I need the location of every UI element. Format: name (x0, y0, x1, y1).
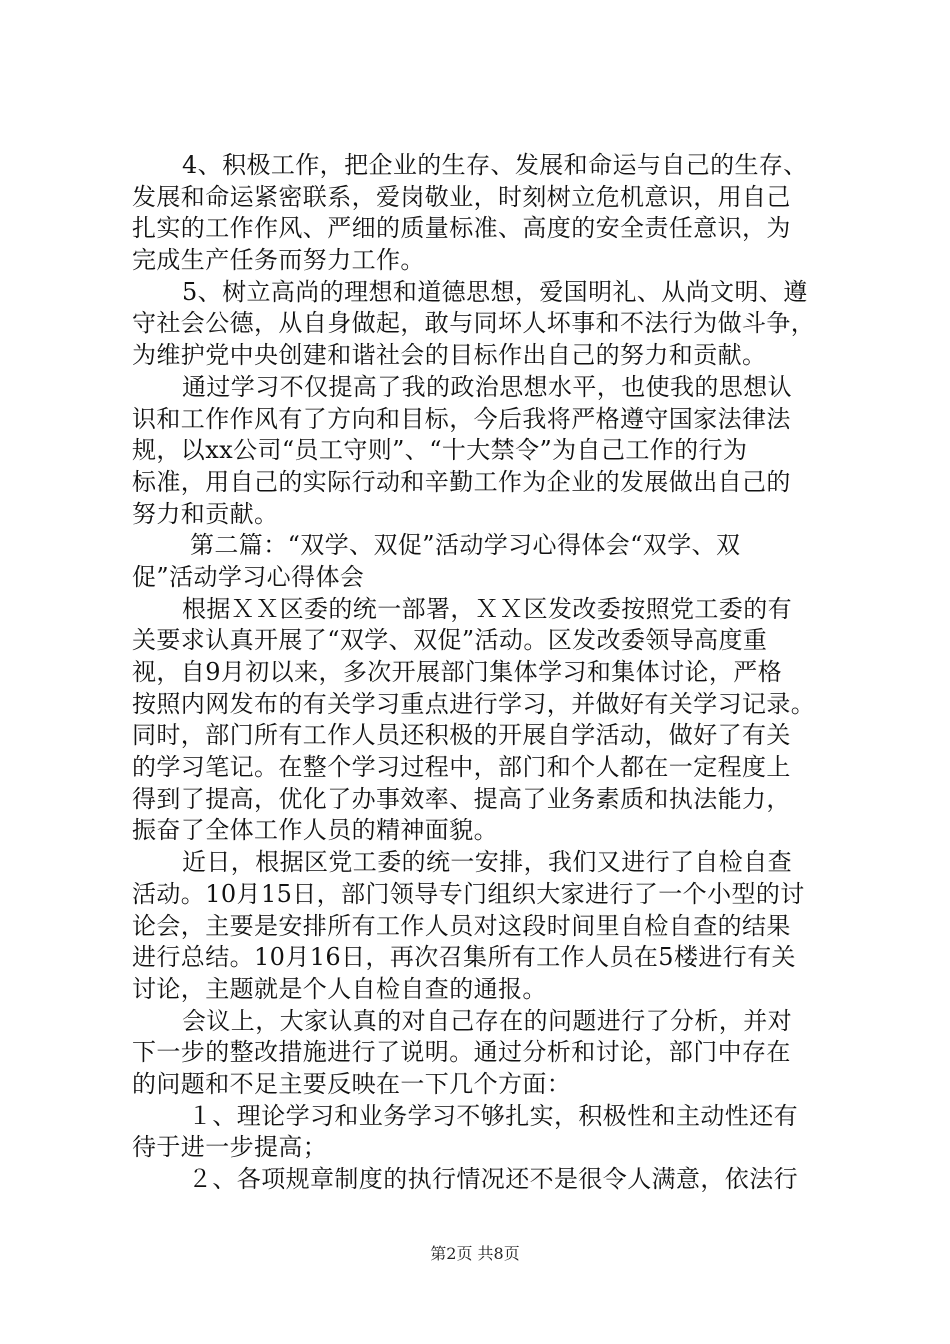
paragraph-line: 规，以xx公司“员工守则”、“十大禁令”为自己工作的行为 (132, 436, 748, 465)
paragraph-line: 标准，用自己的实际行动和辛勤工作为企业的发展做出自己的 (132, 467, 791, 496)
paragraph-line: 关要求认真开展了“双学、双促”活动。区发改委领导高度重 (132, 626, 768, 655)
list-item-line: 待于进一步提高； (132, 1133, 328, 1162)
paragraph-line: 同时，部门所有工作人员还积极的开展自学活动，做好了有关 (132, 721, 791, 750)
paragraph-line: 的问题和不足主要反映在一下几个方面： (132, 1069, 572, 1098)
paragraph-line: 论会，主要是安排所有工作人员对这段时间里自检自查的结果 (132, 911, 791, 940)
section-heading: 第二篇：“双学、双促”活动学习心得体会“双学、双 (190, 531, 741, 560)
page-number-footer: 第2页 共8页 (430, 1244, 520, 1263)
paragraph-line: 守社会公德，从自身做起，敢与同坏人坏事和不法行为做斗争， (132, 309, 816, 338)
paragraph-line: 会议上，大家认真的对自己存在的问题进行了分析，并对 (182, 1006, 792, 1035)
paragraph-line: 得到了提高，优化了办事效率、提高了业务素质和执法能力， (132, 784, 791, 813)
paragraph-line: 近日，根据区党工委的统一安排，我们又进行了自检自查 (182, 848, 792, 877)
section-heading: 促”活动学习心得体会 (132, 562, 365, 591)
paragraph-line: 通过学习不仅提高了我的政治思想水平，也使我的思想认 (182, 372, 792, 401)
list-item-line: ２、各项规章制度的执行情况还不是很令人满意，依法行 (188, 1165, 798, 1193)
paragraph-line: 按照内网发布的有关学习重点进行学习，并做好有关学习记录。 (132, 689, 816, 718)
paragraph-line: 下一步的整改措施进行了说明。通过分析和讨论，部门中存在 (132, 1038, 791, 1067)
paragraph-line: 识和工作作风有了方向和目标，今后我将严格遵守国家法律法 (132, 404, 791, 433)
paragraph-line: 振奋了全体工作人员的精神面貌。 (132, 816, 498, 845)
paragraph-line: 4、积极工作，把企业的生存、发展和命运与自己的生存、 (182, 151, 808, 179)
paragraph-line: 根据ＸＸ区委的统一部署，ＸＸ区发改委按照党工委的有 (182, 594, 792, 623)
paragraph-line: 5、树立高尚的理想和道德思想，爱国明礼、从尚文明、遵 (182, 277, 808, 306)
paragraph-line: 活动。10月15日，部门领导专门组织大家进行了一个小型的讨 (132, 879, 805, 908)
paragraph-line: 发展和命运紧密联系，爱岗敬业，时刻树立危机意识，用自己 (132, 182, 791, 211)
paragraph-line: 扎实的工作作风、严细的质量标准、高度的安全责任意识，为 (132, 214, 791, 243)
paragraph-line: 视，自9月初以来，多次开展部门集体学习和集体讨论，严格 (132, 658, 783, 686)
paragraph-line: 进行总结。10月16日，再次召集所有工作人员在5楼进行有关 (132, 943, 796, 972)
paragraph-line: 完成生产任务而努力工作。 (132, 246, 425, 275)
paragraph-line: 的学习笔记。在整个学习过程中，部门和个人都在一定程度上 (132, 753, 791, 782)
paragraph-line: 努力和贡献。 (132, 499, 279, 528)
paragraph-line: 为维护党中央创建和谐社会的目标作出自己的努力和贡献。 (132, 341, 767, 370)
paragraph-line: 讨论，主题就是个人自检自查的通报。 (132, 974, 547, 1003)
list-item-line: １、理论学习和业务学习不够扎实，积极性和主动性还有 (188, 1101, 798, 1130)
document-body (132, 150, 832, 1196)
